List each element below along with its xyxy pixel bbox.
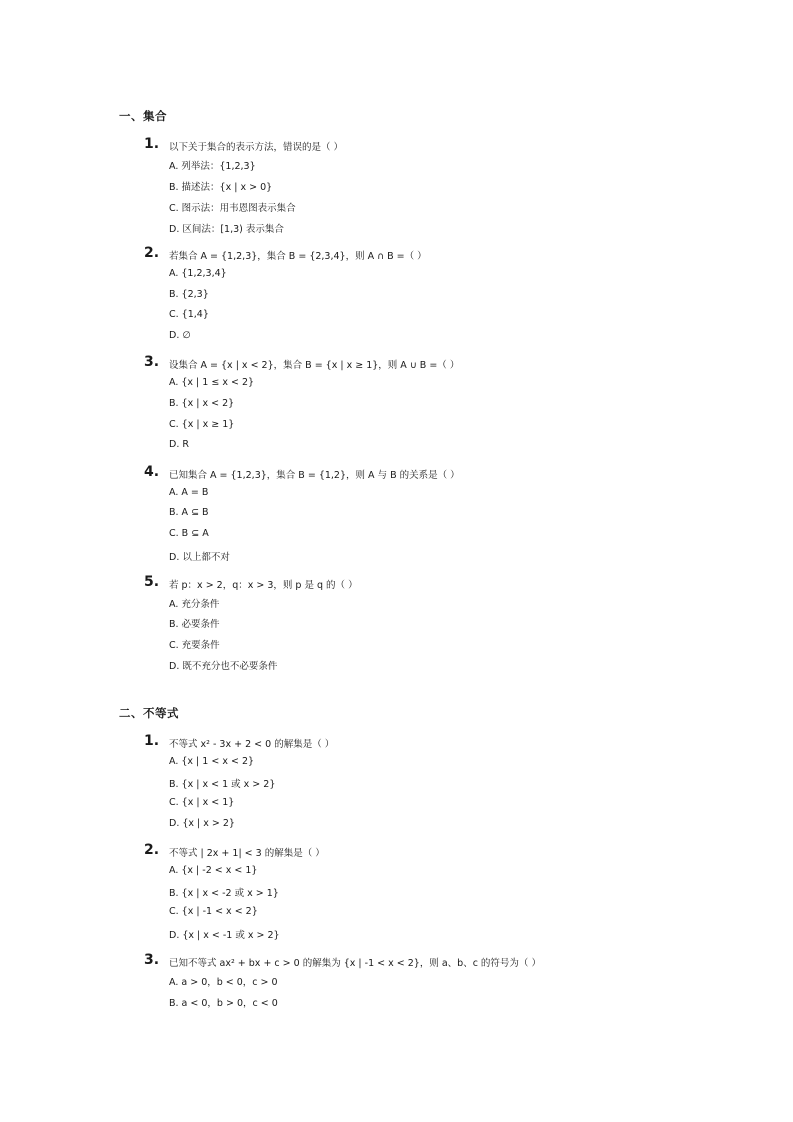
option-b: B. A ⊆ B — [169, 507, 209, 518]
question-text: 若 p：x > 2，q：x > 3，则 p 是 q 的（ ） — [169, 580, 358, 591]
option-b: B. {2,3} — [169, 289, 209, 300]
option-b: B. {x | x < 1 或 x > 2} — [169, 779, 276, 790]
option-a: A. {1,2,3,4} — [169, 268, 227, 279]
option-a: A. A = B — [169, 487, 209, 498]
question-number: 3. — [144, 354, 160, 370]
section-title: 二、不等式 — [119, 706, 179, 720]
question-number: 5. — [144, 574, 160, 590]
option-d: D. ∅ — [169, 330, 191, 341]
option-a: A. {x | -2 < x < 1} — [169, 865, 258, 876]
question-number: 2. — [144, 245, 160, 261]
question-text: 不等式 | 2x + 1| < 3 的解集是（ ） — [169, 848, 325, 859]
option-a: A. {x | 1 < x < 2} — [169, 756, 255, 767]
question-number: 4. — [144, 464, 160, 480]
question-text: 设集合 A = {x | x < 2}，集合 B = {x | x ≥ 1}，则 A ∪ B =（ ） — [169, 360, 460, 371]
option-a: A. 列举法：{1,2,3} — [169, 161, 256, 172]
question-number: 1. — [144, 136, 160, 152]
question-number: 2. — [144, 842, 160, 858]
question-text: 已知不等式 ax² + bx + c > 0 的解集为 {x | -1 < x < 2}，则 a、b、c 的符号为（ ） — [169, 958, 541, 969]
option-c: C. {1,4} — [169, 309, 209, 320]
option-b: B. 必要条件 — [169, 619, 220, 630]
option-b: B. {x | x < 2} — [169, 398, 235, 409]
option-d: D. {x | x > 2} — [169, 818, 235, 829]
option-d: D. 以上都不对 — [169, 552, 230, 563]
option-c: C. 充要条件 — [169, 640, 220, 651]
option-d: D. R — [169, 439, 189, 450]
option-d: D. {x | x < -1 或 x > 2} — [169, 930, 280, 941]
question-text: 以下关于集合的表示方法，错误的是（ ） — [169, 142, 344, 153]
option-c: C. B ⊆ A — [169, 528, 209, 539]
question-number: 3. — [144, 952, 160, 968]
option-d: D. 区间法：[1,3) 表示集合 — [169, 224, 284, 235]
option-c: C. {x | x ≥ 1} — [169, 419, 235, 430]
question-text: 若集合 A = {1,2,3}，集合 B = {2,3,4}，则 A ∩ B =（ ） — [169, 251, 427, 262]
option-b: B. a < 0，b > 0，c < 0 — [169, 998, 278, 1009]
question-text: 已知集合 A = {1,2,3}，集合 B = {1,2}，则 A 与 B 的关系是（ ） — [169, 470, 460, 481]
option-a: A. {x | 1 ≤ x < 2} — [169, 377, 255, 388]
option-b: B. 描述法：{x | x > 0} — [169, 182, 273, 193]
option-c: C. {x | -1 < x < 2} — [169, 906, 258, 917]
question-text: 不等式 x² - 3x + 2 < 0 的解集是（ ） — [169, 739, 335, 750]
option-a: A. a > 0，b < 0，c > 0 — [169, 977, 278, 988]
option-a: A. 充分条件 — [169, 599, 220, 610]
section-title: 一、集合 — [119, 109, 167, 123]
option-d: D. 既不充分也不必要条件 — [169, 661, 278, 672]
option-c: C. {x | x < 1} — [169, 797, 235, 808]
option-c: C. 图示法：用韦恩图表示集合 — [169, 203, 296, 214]
question-number: 1. — [144, 733, 160, 749]
option-b: B. {x | x < -2 或 x > 1} — [169, 888, 279, 899]
